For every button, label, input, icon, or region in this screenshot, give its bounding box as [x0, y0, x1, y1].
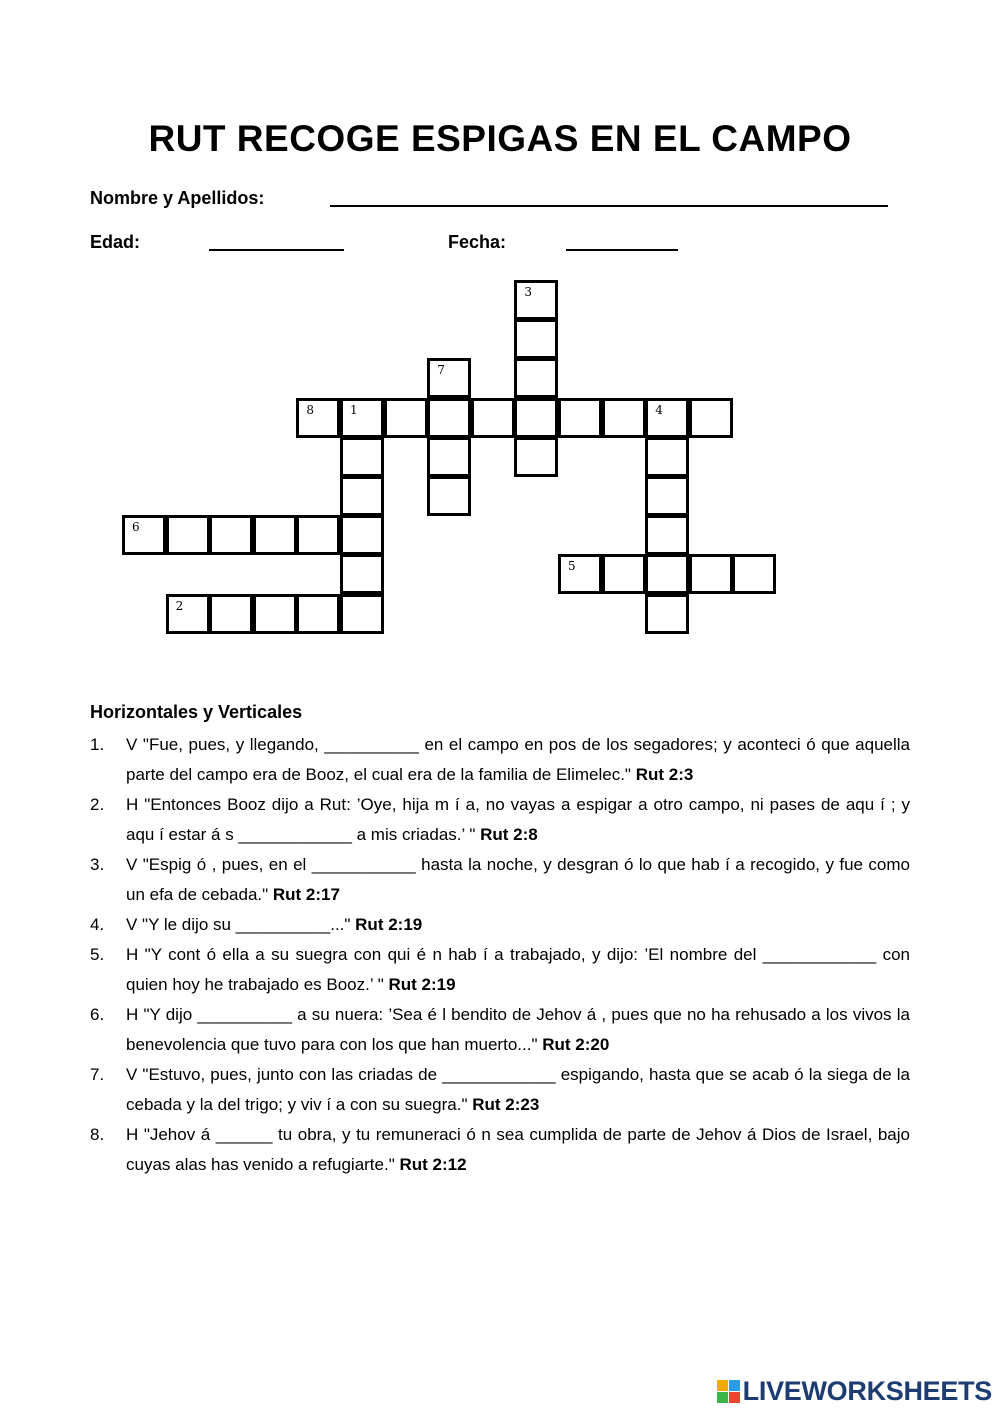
crossword-cell[interactable] — [645, 437, 689, 477]
clue-item-number: 2. — [90, 795, 105, 814]
clue-number: 5 — [568, 559, 576, 574]
clue-item — [90, 1000, 910, 1060]
clue-text: H "Jehov á ______ tu obra, y tu remuneraci ó n sea cumplida de parte de Jehov á Dios de Israel, bajo cuyas alas has venido a refugiarte." — [126, 1125, 910, 1174]
crossword-cell[interactable] — [340, 476, 384, 516]
clue-reference: Rut 2:8 — [480, 825, 538, 844]
clue-item-body — [126, 910, 910, 940]
crossword-cell[interactable] — [340, 594, 384, 634]
crossword-cell[interactable] — [427, 398, 471, 438]
clue-reference: Rut 2:20 — [542, 1035, 610, 1054]
crossword-cell[interactable] — [296, 594, 340, 634]
clues-list — [90, 730, 910, 1180]
crossword-cell[interactable] — [384, 398, 428, 438]
crossword-cell[interactable] — [645, 476, 689, 516]
clue-number: 7 — [437, 363, 445, 378]
crossword-cell[interactable] — [645, 594, 689, 634]
clue-text: H "Entonces Booz dijo a Rut: ’Oye, hija m í a, no vayas a espigar a otro campo, ni pases de aqu í ; y aqu í estar á s ____________ a mis criadas.’ " — [126, 795, 910, 844]
clue-reference: Rut 2:3 — [635, 765, 694, 784]
crossword-cell[interactable] — [602, 554, 646, 594]
clue-text: V "Espig ó , pues, en el ___________ hasta la noche, y desgran ó lo que hab í a recogido, y fue como un efa de cebada." — [126, 855, 910, 904]
crossword-cell[interactable] — [558, 554, 602, 594]
clue-item-number: 1. — [90, 735, 105, 754]
crossword-cell[interactable] — [427, 358, 471, 398]
crossword-cell[interactable] — [296, 398, 340, 438]
crossword-cell[interactable] — [166, 594, 210, 634]
clue-text: H "Y dijo __________ a su nuera: ’Sea é l bendito de Jehov á , pues que no ha rehusado a los vivos la benevolencia que tuvo para con los que han muerto..." — [126, 1005, 910, 1054]
logo-square — [729, 1380, 740, 1391]
date-label: Fecha: — [448, 232, 507, 252]
crossword-cell[interactable] — [122, 515, 166, 555]
crossword-cell[interactable] — [340, 437, 384, 477]
crossword-cell[interactable] — [340, 554, 384, 594]
crossword-cell[interactable] — [514, 437, 558, 477]
crossword-cell[interactable] — [514, 319, 558, 359]
clues-heading: Horizontales y Verticales — [90, 702, 303, 722]
name-label: Nombre y Apellidos: — [90, 188, 265, 208]
clue-item — [90, 850, 910, 910]
crossword-cell[interactable] — [514, 280, 558, 320]
crossword-cell[interactable] — [427, 476, 471, 516]
crossword-cell[interactable] — [209, 594, 253, 634]
clue-item-body — [126, 1120, 910, 1180]
clue-reference: Rut 2:23 — [472, 1095, 540, 1114]
clue-item — [90, 790, 910, 850]
clue-item-number: 3. — [90, 855, 105, 874]
clue-item-number: 4. — [90, 915, 105, 934]
clue-reference: Rut 2:12 — [399, 1155, 467, 1174]
clue-text: V "Fue, pues, y llegando, __________ en el campo en pos de los segadores; y aconteci ó que aquella parte del campo era de Booz, el cual era de la familia de Elimelec." — [126, 735, 910, 784]
clue-item-body — [126, 1000, 910, 1060]
brand-footer — [717, 1376, 992, 1407]
clue-item-body — [126, 940, 910, 1000]
page-title: RUT RECOGE ESPIGAS EN EL CAMPO — [148, 118, 852, 159]
logo-square — [717, 1380, 728, 1391]
crossword-cell[interactable] — [645, 554, 689, 594]
crossword-cell[interactable] — [340, 398, 384, 438]
crossword-grid — [0, 0, 1000, 700]
clue-item-body — [126, 790, 910, 850]
crossword-cell[interactable] — [340, 515, 384, 555]
clue-reference: Rut 2:19 — [388, 975, 456, 994]
clue-item — [90, 1120, 910, 1180]
crossword-cell[interactable] — [253, 594, 297, 634]
clue-item-number: 5. — [90, 945, 105, 964]
crossword-cell[interactable] — [427, 437, 471, 477]
crossword-cell[interactable] — [296, 515, 340, 555]
brand-name: LIVEWORKSHEETS — [742, 1376, 992, 1406]
clue-reference: Rut 2:19 — [355, 915, 423, 934]
logo-square — [729, 1392, 740, 1403]
clue-item-number: 8. — [90, 1125, 105, 1144]
crossword-cell[interactable] — [471, 398, 515, 438]
crossword-cell[interactable] — [689, 398, 733, 438]
crossword-cell[interactable] — [645, 515, 689, 555]
crossword-cell[interactable] — [689, 554, 733, 594]
crossword-cell[interactable] — [514, 358, 558, 398]
clue-number: 8 — [306, 402, 315, 417]
logo-square — [717, 1392, 728, 1403]
crossword-cell[interactable] — [514, 398, 558, 438]
clue-reference: Rut 2:17 — [272, 885, 340, 904]
clue-number: 2 — [175, 598, 184, 613]
clue-item — [90, 730, 910, 790]
clue-item-number: 6. — [90, 1005, 105, 1024]
clue-text: V "Estuvo, pues, junto con las criadas de ____________ espigando, hasta que se acab ó la siega de la cebada y la del trigo; y viv í a con su suegra." — [126, 1065, 910, 1114]
clue-item-body — [126, 850, 910, 910]
clue-number: 4 — [655, 402, 663, 417]
clue-number: 6 — [132, 520, 140, 535]
clue-item — [90, 910, 910, 940]
clue-text: H "Y cont ó ella a su suegra con qui é n hab í a trabajado, y dijo: ’El nombre del ____________ con quien hoy he trabajado es Booz.’ " — [126, 945, 910, 994]
crossword-cell[interactable] — [602, 398, 646, 438]
age-label: Edad: — [90, 232, 141, 252]
clue-item-number: 7. — [90, 1065, 105, 1084]
crossword-cell[interactable] — [209, 515, 253, 555]
crossword-cell[interactable] — [732, 554, 776, 594]
clue-text: V "Y le dijo su __________..." — [126, 915, 351, 934]
crossword-cell[interactable] — [558, 398, 602, 438]
clue-number: 1 — [350, 402, 358, 417]
clue-item-body — [126, 1060, 910, 1120]
liveworksheets-logo-icon — [717, 1380, 740, 1403]
clue-item — [90, 940, 910, 1000]
crossword-cell[interactable] — [645, 398, 689, 438]
crossword-cell[interactable] — [253, 515, 297, 555]
clue-item-body — [126, 730, 910, 790]
clue-item — [90, 1060, 910, 1120]
clue-number: 3 — [524, 285, 533, 299]
crossword-cell[interactable] — [166, 515, 210, 555]
